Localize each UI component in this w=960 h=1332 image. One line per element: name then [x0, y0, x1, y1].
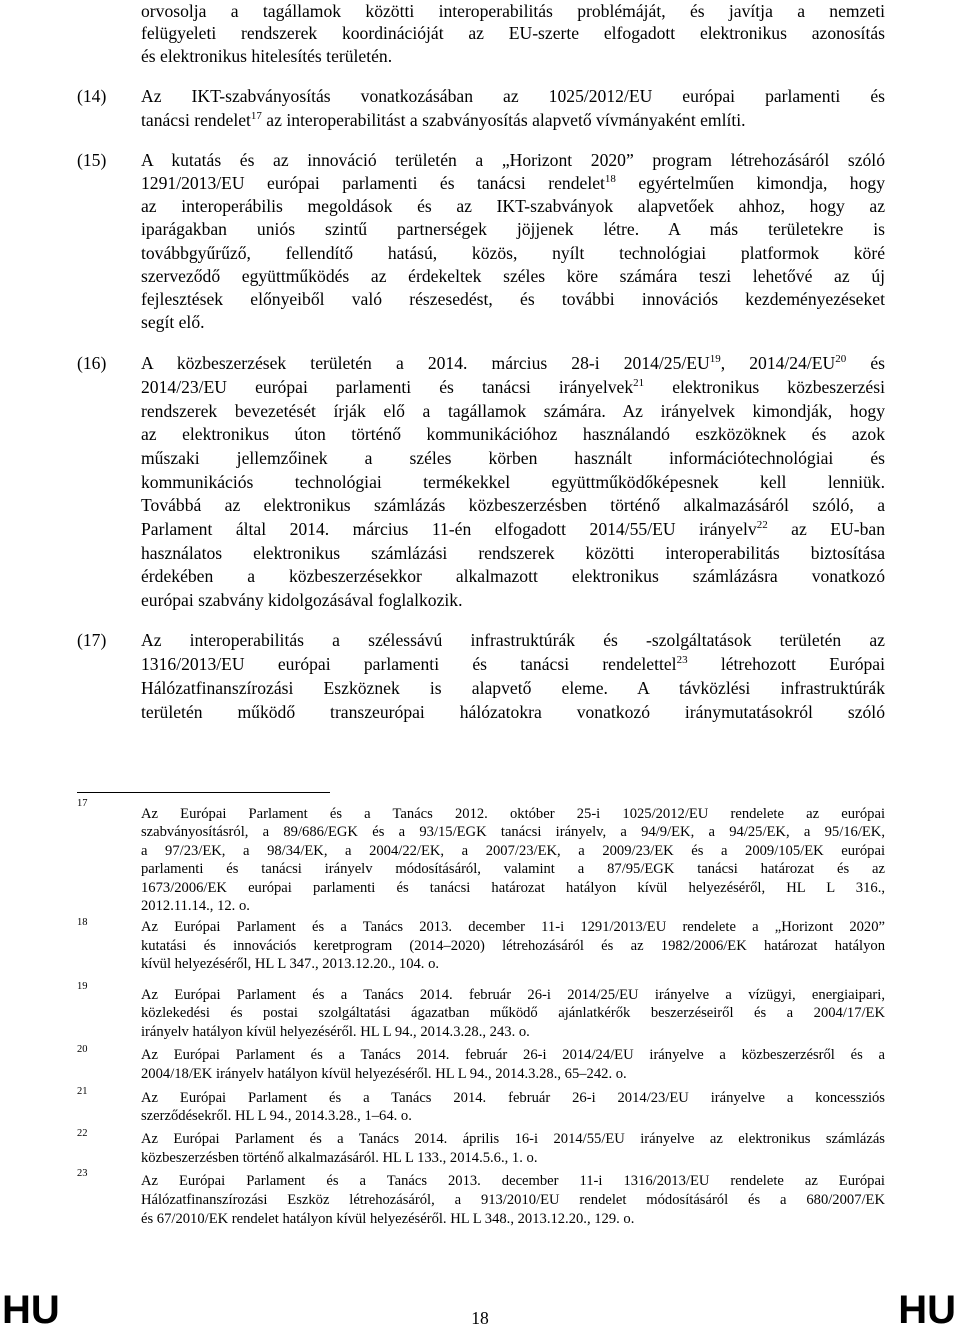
- text-line: tanácsi rendelet$^{17}$ az interoperabilitást a szabványosítás alapvető vívmányaként említi.: [141, 110, 746, 130]
- footnote-reference: 19: [709, 353, 721, 365]
- text-line: rendszerek bevezetését írják elő a tagállamok számára. Az irányelvek kimondják, hogy: [141, 401, 885, 421]
- text-line: Az IKT-szabványosítás vonatkozásában az 1025/2012/EU európai parlamenti és: [141, 86, 885, 106]
- text-line: A közbeszerzések területén a 2014. március 28-i 2014/25/EU$^{19}$, 2014/24/EU$^{20}$ és: [141, 353, 885, 373]
- text-line: műszaki jellemzőinek a széles körben használt információtechnológiai és: [141, 448, 885, 468]
- footnote-line: közlekedési és postai szolgáltatási ágazatban működő ajánlatkérők beszerzéseiről és a 2004/17/EK: [141, 1005, 885, 1021]
- footnote-line: 1673/2006/EK európai parlamenti és tanácsi határozat hatályon kívül helyezéséről, HL L 316.,: [141, 880, 885, 896]
- text-line: érdekében a közbeszerzésekkor alkalmazott elektronikus számlázásra vonatkozó: [141, 566, 885, 586]
- footnote-line: Az Európai Parlament és a Tanács 2014. április 16-i 2014/55/EU irányelve az elektronikus számlázás: [141, 1131, 885, 1147]
- text-line: 1316/2013/EU európai parlamenti és tanácsi rendelettel$^{23}$ létrehozott Európai: [141, 654, 885, 674]
- text-line: területén működő transzeurópai hálózatokra vonatkozó iránymutatásokról szóló: [141, 702, 885, 722]
- paragraph-number: (16): [77, 353, 107, 373]
- footnote-line: Hálózatfinanszírozási Eszköz létrehozásáról, a 913/2010/EU rendelet módosításáról és a 680/2007/EK: [141, 1192, 885, 1208]
- footnote-line: a 97/23/EK, a 98/34/EK, a 2004/22/EK, a 2007/23/EK, a 2009/23/EK és a 2009/105/EK európai: [141, 843, 885, 859]
- footnote-number: 17: [77, 798, 88, 809]
- text-line: 1291/2013/EU európai parlamenti és tanácsi rendelet$^{18}$ egyértelműen kimondja, hogy: [141, 173, 885, 193]
- footnote-line: Az Európai Parlament és a Tanács 2013. december 11-i 1291/2013/EU rendelete a „Horizont 2020”: [141, 919, 885, 935]
- text-line: Parlament által 2014. március 11-én elfogadott 2014/55/EU irányelv$^{22}$ az EU-ban: [141, 519, 885, 539]
- footnote-line: irányelv hatályon kívül helyezéséről. HL L 94., 2014.3.28., 243. o.: [141, 1024, 530, 1040]
- footnote-line: 2012.11.14., 12. o.: [141, 898, 250, 914]
- footnote-reference: 18: [604, 173, 616, 185]
- footnote-number: 22: [77, 1128, 88, 1139]
- language-code-left: HU: [2, 1288, 60, 1332]
- paragraph-number: (15): [77, 150, 107, 170]
- text-line: orvosolja a tagállamok közötti interoperabilitás problémáját, és javítja a nemzeti: [141, 1, 885, 21]
- page-number: 18: [471, 1308, 489, 1328]
- text-line: Az interoperabilitás a szélessávú infrastruktúrák és -szolgáltatások területén az: [141, 630, 885, 650]
- footnote-number: 18: [77, 917, 88, 928]
- footnote-line: Az Európai Parlament és a Tanács 2014. február 26-i 2014/25/EU irányelve a vízügyi, energiaipari,: [141, 987, 885, 1003]
- footnote-line: kutatási és innovációs keretprogram (2014–2020) létrehozásáról és az 1982/2006/EK határozat hatályon: [141, 938, 885, 954]
- footnote-reference: 20: [835, 353, 847, 365]
- footnote-number: 20: [77, 1044, 88, 1055]
- footnote-line: parlamenti és tanácsi irányelv módosításáról, valamint a 87/95/EGK tanácsi határozat és az: [141, 861, 885, 877]
- footnote-reference: 21: [633, 377, 645, 389]
- footnote-reference: 23: [676, 654, 688, 666]
- footnote-line: szabványosításról, a 89/686/EGK és a 93/15/EGK tanácsi irányelv, a 94/9/EK, a 94/25/EK, a 95/16/EK,: [141, 824, 885, 840]
- footnote-number: 19: [77, 981, 88, 992]
- footnote-line: Az Európai Parlament és a Tanács 2013. december 11-i 1316/2013/EU rendelete az Európai: [141, 1173, 885, 1189]
- text-line: fejlesztések előnyeiből való részesedést, és további innovációs kezdeményezéseket: [141, 289, 885, 309]
- text-line: Hálózatfinanszírozási Eszköznek is alapvető eleme. A távközlési infrastruktúrák: [141, 678, 885, 698]
- text-line: 2014/23/EU európai parlamenti és tanácsi irányelvek$^{21}$ elektronikus közbeszerzési: [141, 377, 885, 397]
- footnote-reference: 17: [250, 110, 262, 122]
- text-line: és elektronikus hitelesítés területén.: [141, 46, 393, 66]
- text-line: felügyeleti rendszerek koordinációját az EU-szerte elfogadott elektronikus azonosítás: [141, 23, 885, 43]
- footnote-line: Az Európai Parlament és a Tanács 2014. február 26-i 2014/23/EU irányelve a koncessziós: [141, 1090, 885, 1106]
- footnote-separator: [77, 792, 330, 793]
- text-line: szerveződő együttműködés az érdekeltek széles köre számára teszi lehetővé az új: [141, 266, 885, 286]
- text-line: iparágakban uniós szintű partnerségek jöjjenek létre. A más területekre is: [141, 219, 885, 239]
- footnote-reference: 22: [756, 519, 768, 531]
- footnote-number: 23: [77, 1168, 88, 1179]
- footnote-line: és 67/2010/EK rendelet hatályon kívül helyezéséről. HL L 348., 2013.12.20., 129. o.: [141, 1211, 635, 1227]
- footnote-line: Az Európai Parlament és a Tanács 2012. október 25-i 1025/2012/EU rendelete az európai: [141, 806, 885, 822]
- paragraph-number: (14): [77, 86, 107, 106]
- text-line: az interoperábilis megoldások és az IKT-szabványok alapvetőek ahhoz, hogy az: [141, 196, 885, 216]
- text-line: kommunikációs technológiai termékekkel együttműködőképesnek kell lenniük.: [141, 472, 885, 492]
- footnote-number: 21: [77, 1086, 88, 1097]
- paragraph-number: (17): [77, 630, 107, 650]
- text-line: Továbbá az elektronikus számlázás közbeszerzésben történő alkalmazásáról szóló, a: [141, 495, 885, 515]
- text-line: A kutatás és az innováció területén a „Horizont 2020” program létrehozásáról szóló: [141, 150, 885, 170]
- footnote-line: kívül helyezéséről, HL L 347., 2013.12.20., 104. o.: [141, 956, 440, 972]
- text-line: továbbgyűrűző, fellendítő hatású, közös, nyílt technológiai platformok köré: [141, 243, 885, 263]
- text-line: az elektronikus úton történő kommunikációhoz használandó eszközöknek és azok: [141, 424, 885, 444]
- footnote-line: Az Európai Parlament és a Tanács 2014. február 26-i 2014/24/EU irányelve a közbeszerzésről és a: [141, 1047, 885, 1063]
- text-line: használatos elektronikus számlázási rendszerek közötti interoperabilitás biztosítása: [141, 543, 885, 563]
- language-code-right: HU: [898, 1288, 956, 1332]
- footnote-line: közbeszerzésben történő alkalmazásáról. HL L 133., 2014.5.6., 1. o.: [141, 1150, 538, 1166]
- footnote-line: szerződésekről. HL L 94., 2014.3.28., 1–64. o.: [141, 1108, 412, 1124]
- footnote-line: 2004/18/EK irányelv hatályon kívül helyezéséről. HL L 94., 2014.3.28., 65–242. o.: [141, 1066, 627, 1082]
- text-line: európai szabvány kidolgozásával foglalkozik.: [141, 590, 463, 610]
- text-line: segít elő.: [141, 312, 205, 332]
